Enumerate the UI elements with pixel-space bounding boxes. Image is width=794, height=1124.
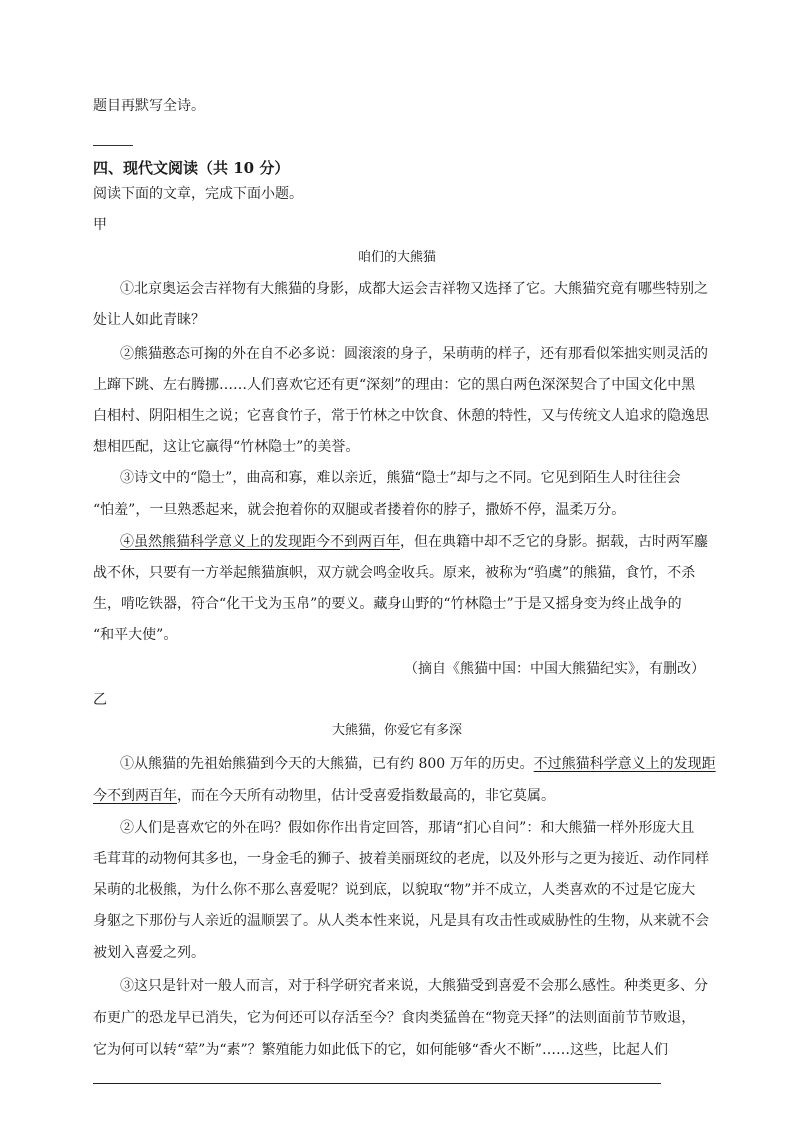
passage-a-label: 甲: [93, 217, 107, 233]
section-instruction: 阅读下面的文章，完成下面小题。: [93, 186, 303, 202]
underlined-sentence: ④虽然熊猫科学意义上的发现距今不到两百年: [120, 534, 400, 550]
answer-blank-line: [93, 145, 133, 146]
page-footer-rule: [93, 1083, 661, 1084]
underlined-sentence-continued: 今不到两百年: [93, 788, 177, 804]
passage-b-title: 大熊猫，你爱它有多深: [331, 723, 462, 738]
passage-a-source: （摘自《熊猫中国：中国大熊猫纪实》，有删改）: [404, 661, 705, 677]
passage-b-label: 乙: [93, 692, 107, 708]
underlined-sentence: 不过熊猫科学意义上的发现距: [533, 756, 716, 772]
section-heading: 四、现代文阅读（共 10 分）: [93, 159, 290, 177]
intro-tail: 题目再默写全诗。: [93, 98, 205, 114]
passage-a-title: 咱们的大熊猫: [357, 250, 436, 265]
